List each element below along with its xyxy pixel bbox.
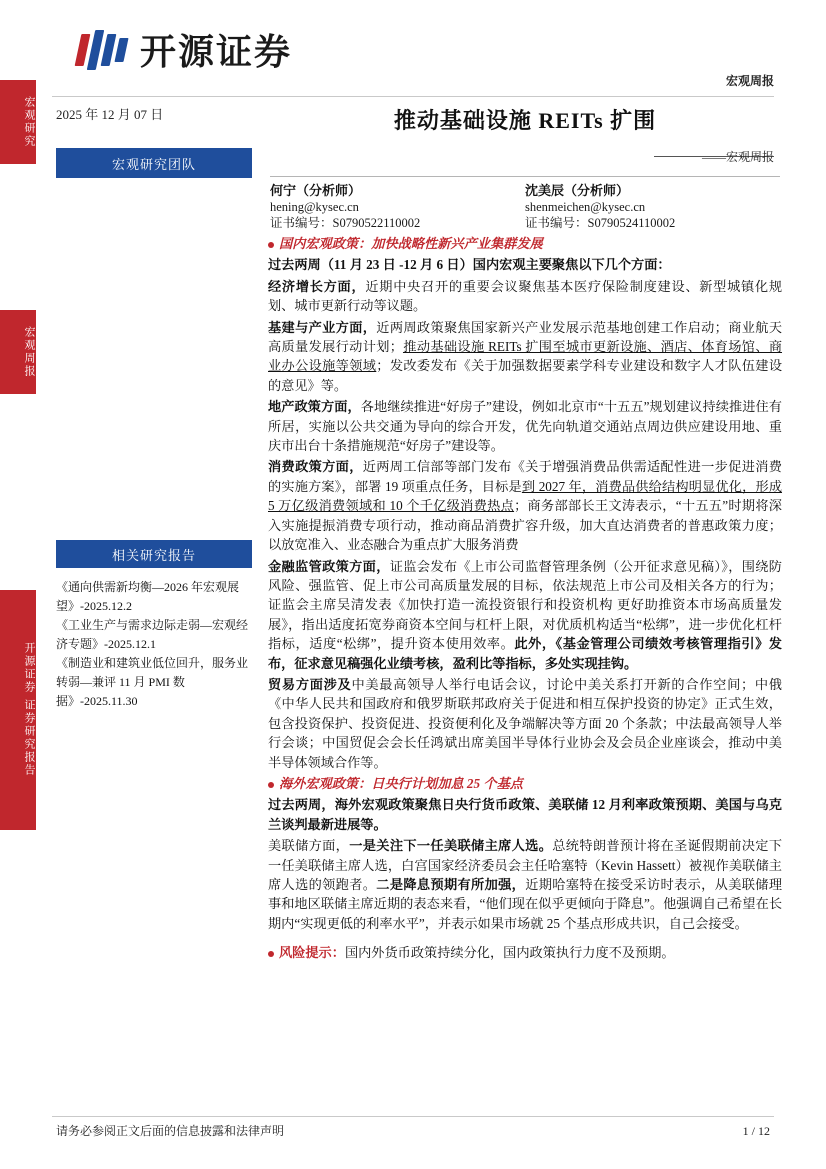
risk-note: 风险提示：国内外货币政策持续分化，国内政策执行力度不及预期。 xyxy=(268,943,782,962)
report-date: 2025 年 12 月 07 日 xyxy=(56,107,164,122)
para-financial-regulation: 金融监管政策方面，证监会发布《上市公司监督管理条例（公开征求意见稿）》，围绕防风险、强监管、促上市公司高质量发展的目标，依法规范上市公司及相关各方的行为；证监会主席吴清发表《加快打造一流投资银行和投资机构 更好助推资本市场高质量发展》，指出适度拓宽券商资本空间与杠杆上限，对优质机构适当“松绑”，进一步优化杠杆指标，适度“松绑”，提升资本使用效率。此外，《基金管理公司绩效考核管理指引》发布，征求意见稿强化业绩考核，盈利比等指标，多处实现挂钩。 xyxy=(268,558,782,671)
company-logo xyxy=(78,24,292,75)
page-subtitle: ——宏观周报 xyxy=(701,150,774,164)
analyst-email[interactable]: hening@kysec.cn xyxy=(270,200,359,214)
section-heading-domestic: 国内宏观政策：加快战略性新兴产业集群发展 xyxy=(268,234,782,253)
para-consumption: 消费政策方面，近两周工信部等部门发布《关于增强消费品供需适配性进一步促进消费的实施方案》，部署 19 项重点任务，目标是到 2027 年，消费品供给结构明显优化，形成 5 万亿级消费领域和 10 个千亿级消费热点；商务部部长王文涛表示，“十五五”时期将深入实施提振消费专项行动，推动商品消费扩容升级，加大直达消费者的普惠政策力度；以放宽准入、业态融合为重点扩大服务消费 xyxy=(268,459,783,553)
analyst-1 xyxy=(270,183,525,231)
rail-label-securities-research: 开源证券 证券研究报告 xyxy=(0,590,36,830)
analyst-2 xyxy=(525,183,780,231)
page-title: 推动基础设施 REITs 扩围 xyxy=(393,108,657,133)
analyst-email[interactable]: shenmeichen@kysec.cn xyxy=(525,200,646,214)
footer-divider xyxy=(52,1116,774,1117)
list-item[interactable]: 《通向供需新均衡—2026 年宏观展望》-2025.12.2 xyxy=(56,580,240,613)
bullet-dot-icon xyxy=(268,951,274,957)
list-item[interactable]: 《工业生产与需求边际走弱—宏观经济专题》-2025.12.1 xyxy=(56,618,249,651)
logo-mark-icon xyxy=(78,28,130,72)
underlined-phrase: 推动基础设施 REITs 扩围至城市更新设施、酒店、体育场馆、商业办公设施等领域 xyxy=(268,339,783,374)
para-trade: 贸易方面涉及中美最高领导人举行电话会议，讨论中美关系打开新的合作空间；中俄《中华人民共和国政府和俄罗斯联邦政府关于促进和相互保护投资的协定》正式生效，包含投资保护、投资促进、投资便利化及争端解决等方面 20 个条款；中法最高领导人举行会谈；中国贸促会会长任鸿斌出席美国半导体行业协会及会员企业座谈会，推动中美半导体领域合作等。 xyxy=(268,676,782,770)
list-item[interactable]: 《制造业和建筑业低位回升，服务业转弱—兼评 11 月 PMI 数据》-2025.11.30 xyxy=(56,656,249,708)
left-rail xyxy=(0,0,46,1169)
para-infrastructure: 基建与产业方面，近两周政策聚焦国家新兴产业发展示范基地创建工作启动；商业航天高质量发展行动计划；推动基础设施 REITs 扩围至城市更新设施、酒店、体育场馆、商业办公设施等领域；发改委发布《关于加强数据要素学科专业建设和数字人才队伍建设的意见》等。 xyxy=(268,319,783,393)
related-reports-list xyxy=(56,578,256,711)
para-realestate: 地产政策方面，各地继续推进“好房子”建设，例如北京市“十五五”规划建议持续推进住有所居，实施以公共交通为导向的综合开发，优先向轨道交通站点周边供应建设用地、重庆市出台十条措施规范“好房子”建设等。 xyxy=(268,399,782,454)
analyst-cert: 证书编号：S0790524110002 xyxy=(525,216,676,230)
bullet-dot-icon xyxy=(268,242,274,248)
team-badge: 宏观研究团队 xyxy=(56,148,252,178)
para-fed: 美联储方面，一是关注下一任美联储主席人选。总统特朗普预计将在圣诞假期前决定下一任美联储主席人选，白宫国家经济委员会主任哈塞特（Kevin Hassett）被视作美联储主席人选的领跑者。二是降息预期有所加强，近期哈塞特在接受采访时表示，从美联储理事和地区联储主席近期的表态来看，“他们现在似乎更倾向于降息”。他强调自己希望在长期内“实现更低的利率水平”，并表示如果市场就 25 个基点形成共识，自己会接受。 xyxy=(268,838,783,931)
document-body xyxy=(268,234,782,965)
header-divider xyxy=(52,96,774,97)
footer-disclaimer: 请务必参阅正文后面的信息披露和法律声明 xyxy=(56,1124,285,1138)
page-number: 1 / 12 xyxy=(742,1124,770,1138)
rail-label-macro-research: 宏观研究 xyxy=(0,80,36,164)
related-reports-header: 相关研究报告 xyxy=(56,540,252,568)
underlined-phrase: 到 2027 年，消费品供给结构明显优化，形成 5 万亿级消费领域和 10 个千亿级消费热点 xyxy=(268,478,783,514)
logo-text: 开源证券 xyxy=(140,31,293,72)
analyst-cert: 证书编号：S0790522110002 xyxy=(270,216,421,230)
para-growth: 经济增长方面，近期中央召开的重要会议聚焦基本医疗保险制度建设、新型城镇化规划、城市更新行动等议题。 xyxy=(268,278,783,314)
section-heading-overseas: 海外宏观政策：日央行计划加息 25 个基点 xyxy=(268,774,782,793)
bullet-dot-icon xyxy=(268,782,274,788)
analyst-name: 何宁（分析师） xyxy=(270,183,362,198)
rail-label-macro-weekly: 宏观周报 xyxy=(0,310,36,394)
analyst-block xyxy=(270,176,780,231)
section1-lead: 过去两周（11 月 23 日 -12 月 6 日）国内宏观主要聚焦以下几个方面： xyxy=(268,257,671,273)
report-type-label: 宏观周报 xyxy=(725,74,774,88)
section2-lead: 过去两周，海外宏观政策聚焦日央行货币政策、美联储 12 月利率政策预期、美国与乌克兰谈判最新进展等。 xyxy=(268,797,782,832)
analyst-name: 沈美辰（分析师） xyxy=(525,183,630,198)
